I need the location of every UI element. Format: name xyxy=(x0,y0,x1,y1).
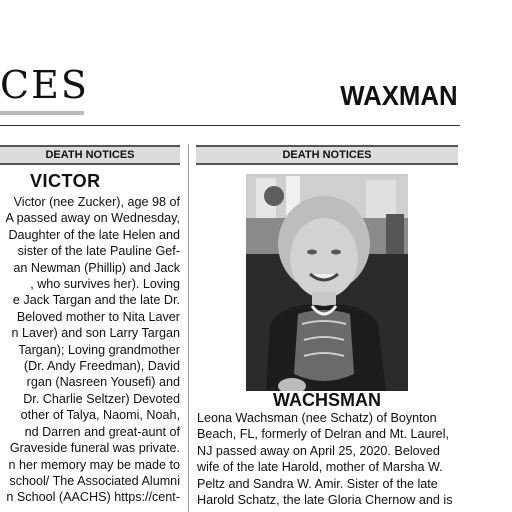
masthead-left-title: CES xyxy=(0,63,89,107)
right-notice-line: NJ passed away on April 25, 2020. Beloved xyxy=(197,443,440,458)
left-notice-line: , who survives her). Loving xyxy=(30,277,180,292)
masthead-right-title: WAXMAN xyxy=(340,80,458,111)
left-notice-line: an Newman (Phillip) and Jack xyxy=(13,260,180,275)
left-notice-line: n Laver) and son Larry Targan xyxy=(11,326,180,341)
left-notice-line: Victor (nee Zucker), age 98 of xyxy=(13,195,180,209)
left-notice-line: Daughter of the late Helen and xyxy=(8,227,180,242)
right-section-label: DEATH NOTICES xyxy=(196,145,458,165)
header-rule xyxy=(0,125,460,126)
left-notice-line: sister of the late Pauline Gef- xyxy=(17,244,180,259)
column-divider xyxy=(188,144,189,512)
left-notice-body xyxy=(0,194,180,506)
right-notice-line: Leona Wachsman (nee Schatz) of Boynton xyxy=(197,411,437,425)
right-notice-line: Beach, FL, formerly of Delran and Mt. Laurel, xyxy=(197,427,449,442)
left-notice-name: VICTOR xyxy=(30,171,101,191)
left-notice-line: nd Darren and great-aunt of xyxy=(24,424,180,439)
left-notice-line: school/ The Associated Alumni xyxy=(9,473,180,488)
left-notice-line: A passed away on Wednesday, xyxy=(5,211,180,226)
left-notice-line: Beloved mother to Nita Laver xyxy=(16,309,180,324)
left-notice-line: n School (AACHS) https://cent- xyxy=(6,490,180,505)
right-notice-line: wife of the late Harold, mother of Marsha W. xyxy=(197,460,443,475)
left-notice-line: Graveside funeral was private. xyxy=(9,441,180,456)
left-notice-line: rgan (Nasreen Yousefi) and xyxy=(26,375,180,390)
right-notice-line: Peltz and Sandra W. Amir. Sister of the late xyxy=(197,476,438,491)
right-notice-body xyxy=(197,410,459,508)
portrait-photo xyxy=(246,174,408,391)
right-notice-name: WACHSMAN xyxy=(273,390,381,410)
masthead-underline xyxy=(0,111,84,115)
left-notice-line: Dr. Charlie Seltzer) Devoted xyxy=(23,391,180,406)
left-notice-line: e Jack Targan and the late Dr. xyxy=(12,293,180,308)
left-notice-line: (Dr. Andy Freedman), David xyxy=(23,359,180,374)
left-notice-line: other of Talya, Naomi, Noah, xyxy=(20,408,180,423)
left-notice-line: Targan); Loving grandmother xyxy=(18,342,180,357)
right-notice-line: Harold Schatz, the late Gloria Chernow and is xyxy=(197,493,453,508)
left-notice-line: n her memory may be made to xyxy=(8,457,180,472)
left-section-label: DEATH NOTICES xyxy=(0,145,180,165)
